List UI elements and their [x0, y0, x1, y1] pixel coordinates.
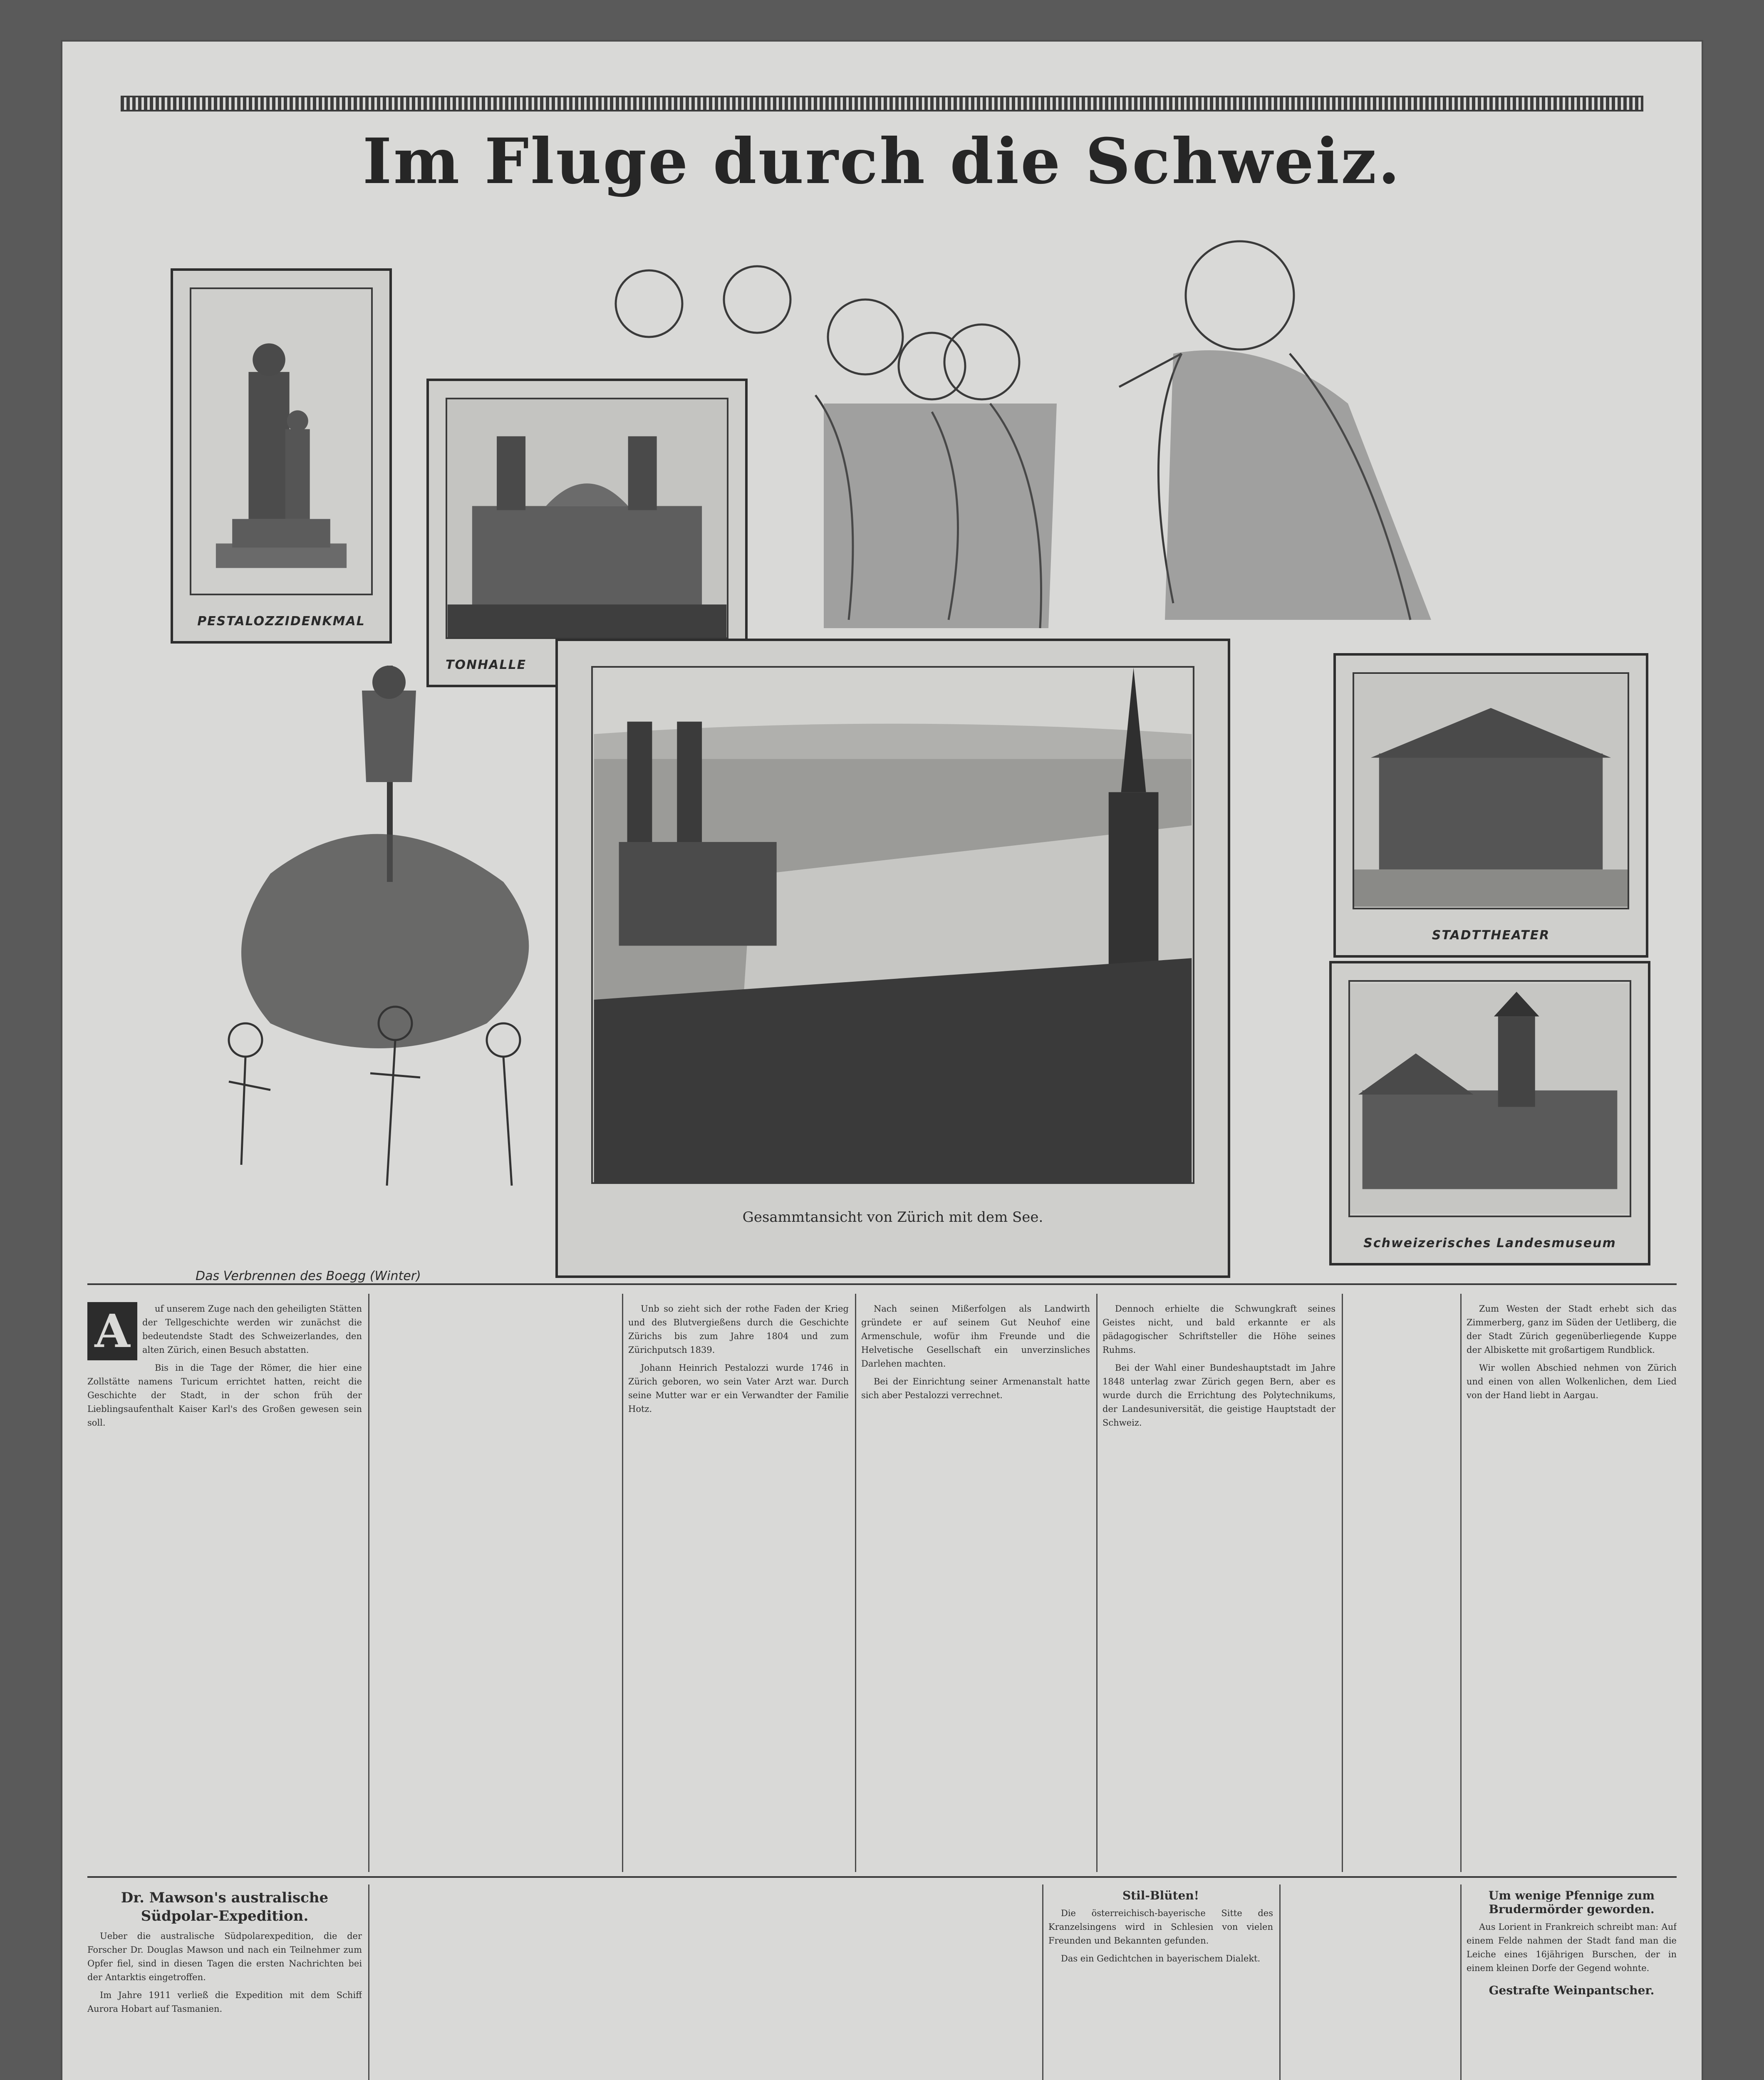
weinpantscher-title: Gestrafte Weinpantscher. — [1489, 1983, 1655, 1997]
paragraph: Das ein Gedichtchen in bayerischem Dialekt. — [1061, 1954, 1261, 1964]
museum-icon — [1350, 982, 1630, 1216]
paragraph: Die österreichisch-bayerische Sitte des Kranzelsingens wird in Schlesien von vielen Freunden und Bekannten gefunden. — [1048, 1908, 1273, 1946]
stilblueten-article — [1048, 1889, 1273, 2080]
caption-panorama: Gesammtansicht von Zürich mit dem See. — [742, 1209, 1043, 1226]
column-rule — [855, 1294, 856, 1872]
brudermord-title: Um wenige Pfennige zum Brudermörder geworden. — [1488, 1889, 1655, 1916]
pestalozzi-illustration — [171, 268, 392, 644]
stadttheater-illustration — [1333, 653, 1648, 958]
main-article-col5 — [861, 1302, 1090, 1868]
main-article-col6 — [1102, 1302, 1335, 1868]
caption-stadttheater: STADTTHEATER — [1432, 928, 1550, 943]
paragraph: Nach seinen Mißerfolgen als Landwirth gründete er auf seinem Gut Neuhof eine Armenschule, wofür ihm Freunde und die Helvetische Gesellschaft ein unverzinsliches Darlehen machten. — [861, 1304, 1090, 1369]
caption-boegg: Das Verbrennen des Boegg (Winter) — [196, 1269, 421, 1283]
column-rule — [1279, 1884, 1281, 2080]
dropcap: A — [87, 1302, 137, 1360]
top-ornament-rule — [121, 96, 1643, 111]
column-rule — [622, 1294, 623, 1872]
newspaper-page — [62, 42, 1702, 2080]
main-article-col2 — [374, 1302, 616, 1868]
main-article-col1 — [87, 1302, 362, 1868]
section-divider — [87, 1283, 1677, 1285]
paragraph: Ueber die australische Südpolarexpedition, die der Forscher Dr. Douglas Mawson und nach ein Teilnehmer zum Opfer fiel, sind in diesen Tagen die ersten Nachrichten bei der Antarktis eingetroffen. — [87, 1931, 362, 1982]
main-article-col8 — [1467, 1302, 1677, 1868]
caption-landesmuseum: Schweizerisches Landesmuseum — [1363, 1236, 1616, 1250]
statue-icon — [191, 289, 371, 594]
paragraph: Dennoch erhielte die Schwungkraft seines Geistes nicht, und bald erkannte er als pädagogischer Schriftsteller die Höhe seines Ruhms. — [1102, 1304, 1335, 1355]
boegg-illustration — [146, 666, 624, 1290]
panorama-illustration — [555, 639, 1230, 1278]
paragraph: Bei der Wahl einer Bundeshauptstadt im Jahre 1848 unterlag zwar Zürich gegen Bern, aber es wurde durch die Errichtung des Polytechnikums, der Landesuniversität, die geistige Hauptstadt der Schweiz. — [1102, 1363, 1335, 1428]
column-rule — [1042, 1884, 1043, 2080]
caption-tonhalle: TONHALLE — [446, 658, 527, 672]
column-rule — [1460, 1294, 1462, 1872]
column-rule — [368, 1884, 369, 2080]
brudermord-article — [1467, 1889, 1677, 2080]
cityscape-icon — [593, 668, 1193, 1182]
paragraph: Bei der Einrichtung seiner Armenanstalt hatte sich aber Pestalozzi verrechnet. — [861, 1377, 1090, 1400]
misc-column — [1286, 1889, 1456, 2080]
column-rule — [1096, 1294, 1098, 1872]
stilblueten-title: Stil-Blüten! — [1122, 1889, 1199, 1902]
paragraph: Unb so zieht sich der rothe Faden der Krieg und des Blutvergießens durch die Geschichte Zürichs bis zum Jahre 1804 und zum Zürichputsch 1839. — [628, 1304, 849, 1355]
main-article-col4 — [628, 1302, 849, 1868]
paragraph: Wir wollen Abschied nehmen von Zürich und einen von allen Wolkenlichen, dem Lied von der Hand liebt in Aargau. — [1467, 1363, 1677, 1400]
column-rule — [1460, 1884, 1462, 2080]
paragraph: Bis in die Tage der Römer, die hier eine Zollstätte namens Turicum errichtet hatten, reicht die Geschichte der Stadt, in der schon früh der Lieblingsaufenthalt Kaiser Karl's des Großen gewesen sein soll. — [87, 1363, 362, 1428]
paragraph: uf unserem Zuge nach den geheiligten Stätten der Tellgeschichte werden wir zunächst die bedeutendste Stadt des Schweizerlandes, den alten Zürich, einen Besuch abstatten. — [142, 1304, 362, 1355]
paragraph: Zum Westen der Stadt erhebt sich das Zimmerberg, ganz im Süden der Uetliberg, die der Stadt Zürich gegenüberliegende Kuppe der Albiskette mit großartigem Rundblick. — [1467, 1304, 1677, 1355]
headline: Im Fluge durch die Schweiz. — [362, 125, 1402, 198]
main-article-col7 — [1348, 1302, 1456, 1868]
paragraph: Im Jahre 1911 verließ die Expedition mit dem Schiff Aurora Hobart auf Tasmanien. — [87, 1990, 362, 2014]
column-rule — [1342, 1294, 1343, 1872]
mawson-article — [87, 1889, 362, 2080]
paragraph: Johann Heinrich Pestalozzi wurde 1746 in Zürich geboren, wo sein Vater Arzt war. Durch seine Mutter war er ein Verwandter der Familie Hotz. — [628, 1363, 849, 1414]
theater-icon — [1354, 674, 1628, 908]
paragraph: Aus Lorient in Frankreich schreibt man: Auf einem Felde nahmen der Stadt fand man die Leiche eines 16jährigen Burschen, der in einem kleinen Dorfe der Gegend wohnte. — [1467, 1922, 1677, 1973]
bottom-divider — [87, 1876, 1677, 1878]
column-rule — [368, 1294, 369, 1872]
mawson-title: Dr. Mawson's australische Südpolar-Expedition. — [121, 1889, 329, 1924]
pestalozzi-children-illustration — [557, 229, 1514, 661]
landesmuseum-illustration — [1329, 961, 1650, 1265]
mawson-continued — [374, 1889, 1036, 2080]
caption-pestalozzi: PESTALOZZIDENKMAL — [197, 614, 365, 629]
